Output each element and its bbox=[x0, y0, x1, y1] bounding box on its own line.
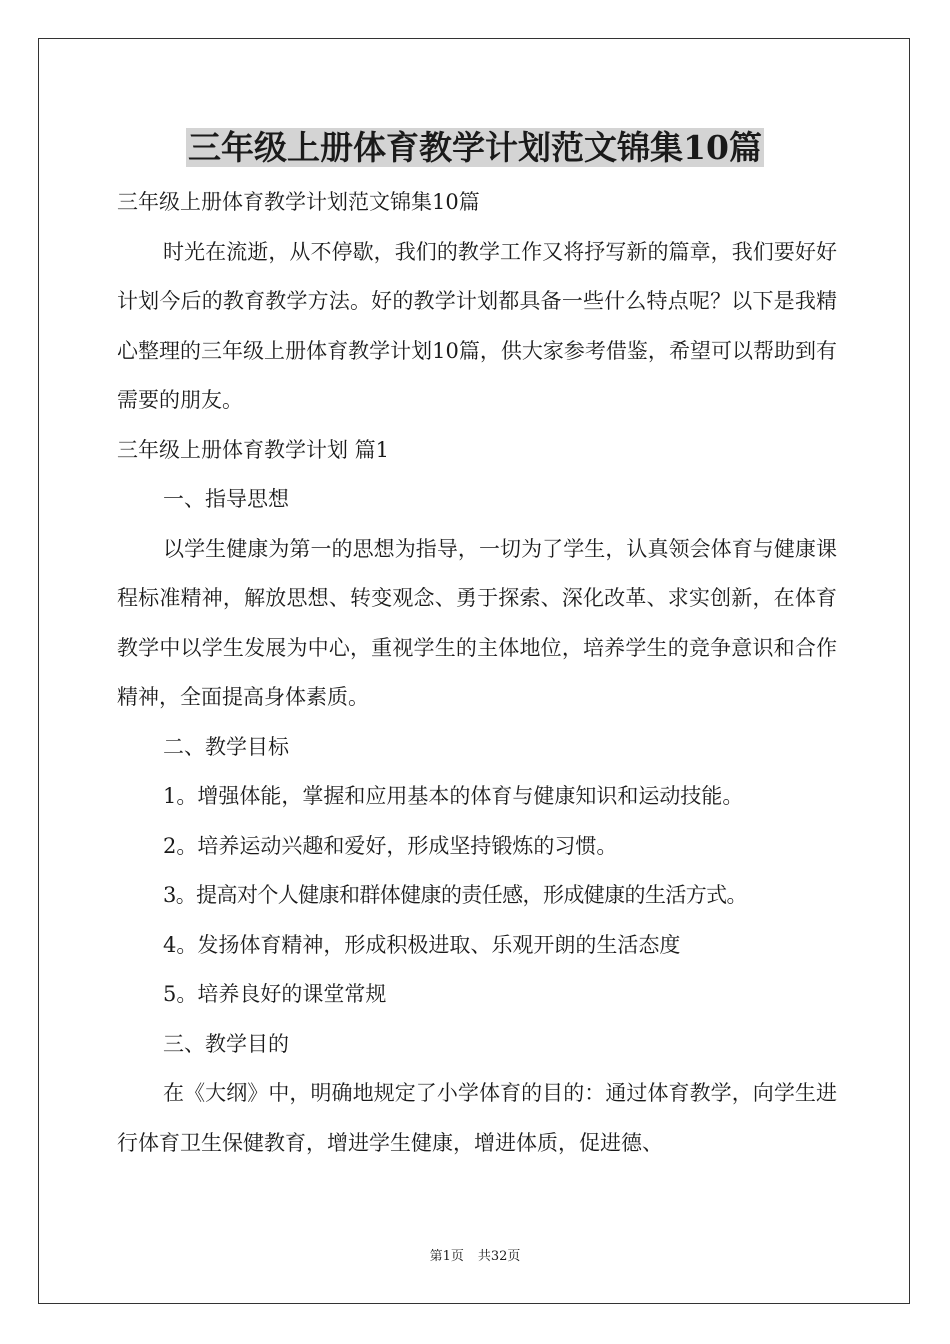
list-item-goal-5: 5。培养良好的课堂常规 bbox=[163, 982, 387, 1006]
list-item-goal-4: 4。发扬体育精神，形成积极进取、乐观开朗的生活态度 bbox=[163, 932, 681, 957]
list-item-goal-1: 1。增强体能，掌握和应用基本的体育与健康知识和运动技能。 bbox=[163, 784, 744, 808]
paragraph-teaching-purpose: 在《大纲》中，明确地规定了小学体育的目的：通过体育教学，向学生进行体育卫生保健教育，增进学生健康，增进体质，促进德、 bbox=[117, 1081, 837, 1155]
document-title-text: 三年级上册体育教学计划范文锦集10篇 bbox=[188, 128, 762, 167]
document-body bbox=[117, 178, 837, 1168]
paragraph-guiding-ideology: 以学生健康为第一的思想为指导，一切为了学生，认真领会体育与健康课程标准精神，解放思想、转变观念、勇于探索、深化改革、求实创新，在体育教学中以学生发展为中心，重视学生的主体地位，培养学生的竞争意识和合作精神，全面提高身体素质。 bbox=[117, 536, 837, 709]
document-title bbox=[0, 126, 950, 170]
paragraph-intro: 时光在流逝，从不停歇，我们的教学工作又将抒写新的篇章，我们要好好计划今后的教育教学方法。好的教学计划都具备一些什么特点呢？以下是我精心整理的三年级上册体育教学计划10篇，供大家参考借鉴，希望可以帮助到有需要的朋友。 bbox=[117, 239, 837, 412]
list-item-goal-2: 2。培养运动兴趣和爱好，形成坚持锻炼的习惯。 bbox=[163, 833, 618, 858]
page-number: 第1页 bbox=[429, 1249, 464, 1264]
heading-guiding-ideology: 一、指导思想 bbox=[163, 487, 289, 511]
heading-teaching-purpose: 三、教学目的 bbox=[163, 1031, 289, 1056]
list-item-goal-3: 3。提高对个人健康和群体健康的责任感，形成健康的生活方式。 bbox=[163, 883, 747, 907]
heading-teaching-goals: 二、教学目标 bbox=[163, 734, 289, 759]
paragraph-subtitle: 三年级上册体育教学计划范文锦集10篇 bbox=[117, 190, 480, 214]
total-pages: 共32页 bbox=[477, 1249, 521, 1264]
section-heading-part1: 三年级上册体育教学计划 篇1 bbox=[117, 437, 390, 462]
page-footer bbox=[0, 1248, 950, 1266]
